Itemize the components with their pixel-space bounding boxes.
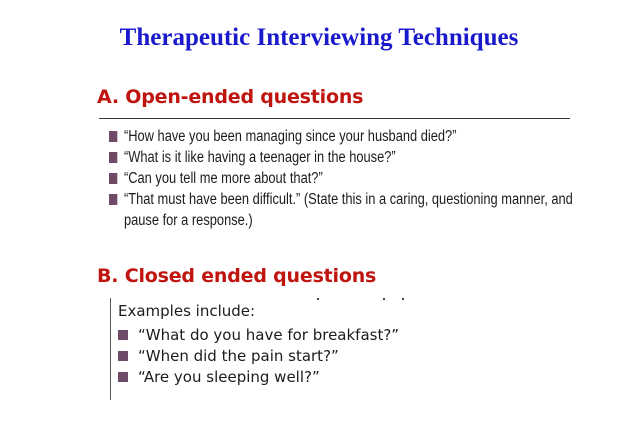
square-bullet-icon [109,152,117,163]
list-item-text: “How have you been managing since your husband died?” [123,128,457,145]
list-item-text: “What do you have for breakfast?” [138,326,400,344]
scan-artifact-dot [383,298,385,300]
divider-line [99,118,570,119]
list-item [118,325,399,346]
square-bullet-icon [118,372,128,382]
square-bullet-icon [109,131,117,142]
square-bullet-icon [109,173,117,184]
square-bullet-icon [118,351,128,361]
open-ended-question-list [109,126,573,231]
list-item-text: “That must have been difficult.” (State this in a caring, questioning manner, and pause for a response.) [123,191,573,229]
slide-title: Therapeutic Interviewing Techniques [119,24,519,51]
closed-ended-question-list [118,325,399,388]
section-heading-open-ended: A. Open-ended questions [97,86,364,108]
list-item [118,346,399,367]
scan-artifact-dot [317,298,319,300]
list-item-text: “What is it like having a teenager in the house?” [123,149,396,166]
square-bullet-icon [109,194,117,205]
list-item [109,147,499,168]
list-item [109,168,499,189]
section-heading-closed-ended: B. Closed ended questions [97,265,377,287]
list-item [109,189,579,231]
list-item-text: “When did the pain start?” [138,347,339,365]
square-bullet-icon [118,330,128,340]
scan-border-line [110,298,111,400]
list-item-text: “Are you sleeping well?” [138,368,320,386]
scan-artifact-dot [402,298,404,300]
examples-intro: Examples include: [118,302,256,320]
list-item [109,126,499,147]
list-item [118,367,399,388]
list-item-text: “Can you tell me more about that?” [123,170,323,187]
